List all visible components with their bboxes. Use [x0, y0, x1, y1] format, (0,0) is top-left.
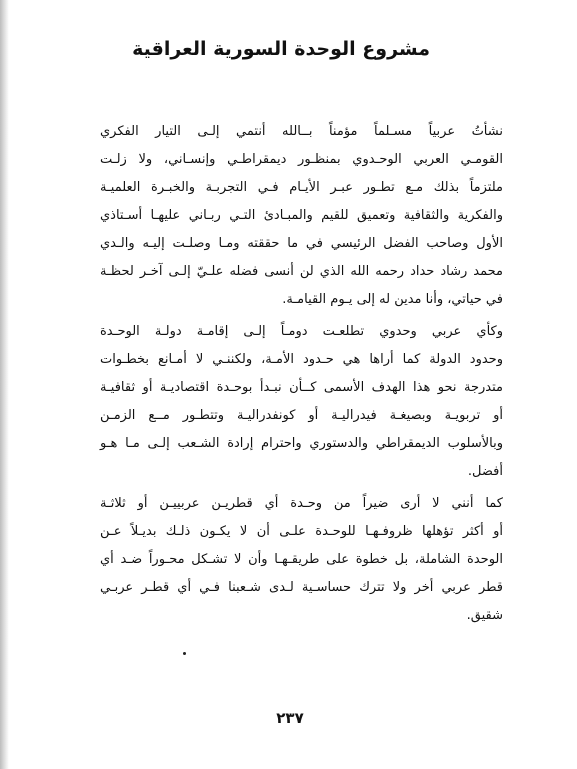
paragraph-line: أفضل. — [467, 464, 503, 479]
paragraph-line: وكأي عربي وحدوي تطلعـت دومـاً إلـى إقامـة دولـة الوحـدة — [100, 324, 503, 339]
paragraph-line: ملتزماً بذلك مـع تطـور عبـر الأيـام فـي التجربـة والخبـرة العلميـة — [100, 180, 503, 195]
paragraph-line: محمد رشاد حداد رحمه الله الذي لن أنسى فضله علـيّ إلـى آخـر لحظـة — [100, 264, 503, 279]
paragraph-line: متدرجة نحو هذا الهدف الأسمى كــأن نبـدأ بوحـدة اقتصاديـة أو ثقافيـة — [100, 380, 503, 395]
paragraph-line: القومـي العربي الوحـدوي بمنظـور ديمقراطـي وإنسـاني، ولا زلـت — [100, 152, 503, 167]
paragraph-line: نشأتُ عربياً مسـلماً مؤمناً بــالله أنتمي إلـى التيار الفكري — [100, 124, 503, 139]
paragraph-line: وبالأسلوب الديمقراطي والدستوري واحترام إرادة الشـعب إلـى مـا هـو — [100, 436, 503, 451]
paragraph-line: كما أنني لا أرى ضيراً من وحـدة أي قطريـن عربييـن أو ثلاثـة — [100, 496, 503, 511]
paragraph-line: الأول وصاحب الفضل الرئيسي في ما حققته ومـا وصلـت إليـه والـدي — [100, 236, 503, 251]
page-number: ٢٣٧ — [276, 709, 304, 727]
paragraph-line: الوحدة الشاملة، بل خطوة على طريقـهـا وأن لا تشـكل محـوراً ضـد أي — [100, 552, 503, 567]
paragraph-line: أو تربويـة وبصيغـة فيدراليـة أو كونفدراليـة وتتطـور مــع الزمـن — [100, 408, 503, 423]
paragraph-line: قطر عربي أخر ولا تترك حساسـية لـدى شـعبنا فـي أي قطـر عربـي — [100, 580, 503, 595]
page-title: مشروع الوحدة السورية العراقية — [132, 38, 430, 60]
paragraph-line: في حياتي، وأنا مدين له إلى يـوم القيامـة. — [282, 292, 503, 307]
paragraph-line: أو أكثر تؤهلها ظروفـهـا للوحـدة علـى أن لا يكـون ذلـك بديـلاً عـن — [100, 524, 503, 539]
paragraph-3 — [100, 490, 503, 630]
paragraph-line: وحدود الدولة كما أراها هي حـدود الأمـة، ولكننـي لا أمـانع بخطـوات — [100, 352, 503, 367]
stray-dot-mark — [183, 652, 186, 655]
paragraph-line: والفكرية والثقافية وتعميق للقيم والمبـادئ التـي ربـاني عليهـا أسـتاذي — [100, 208, 503, 223]
paragraph-2 — [100, 318, 503, 486]
paragraph-1 — [100, 118, 503, 314]
page-binding-edge — [0, 0, 9, 769]
paragraph-line: شقيق. — [466, 608, 503, 623]
